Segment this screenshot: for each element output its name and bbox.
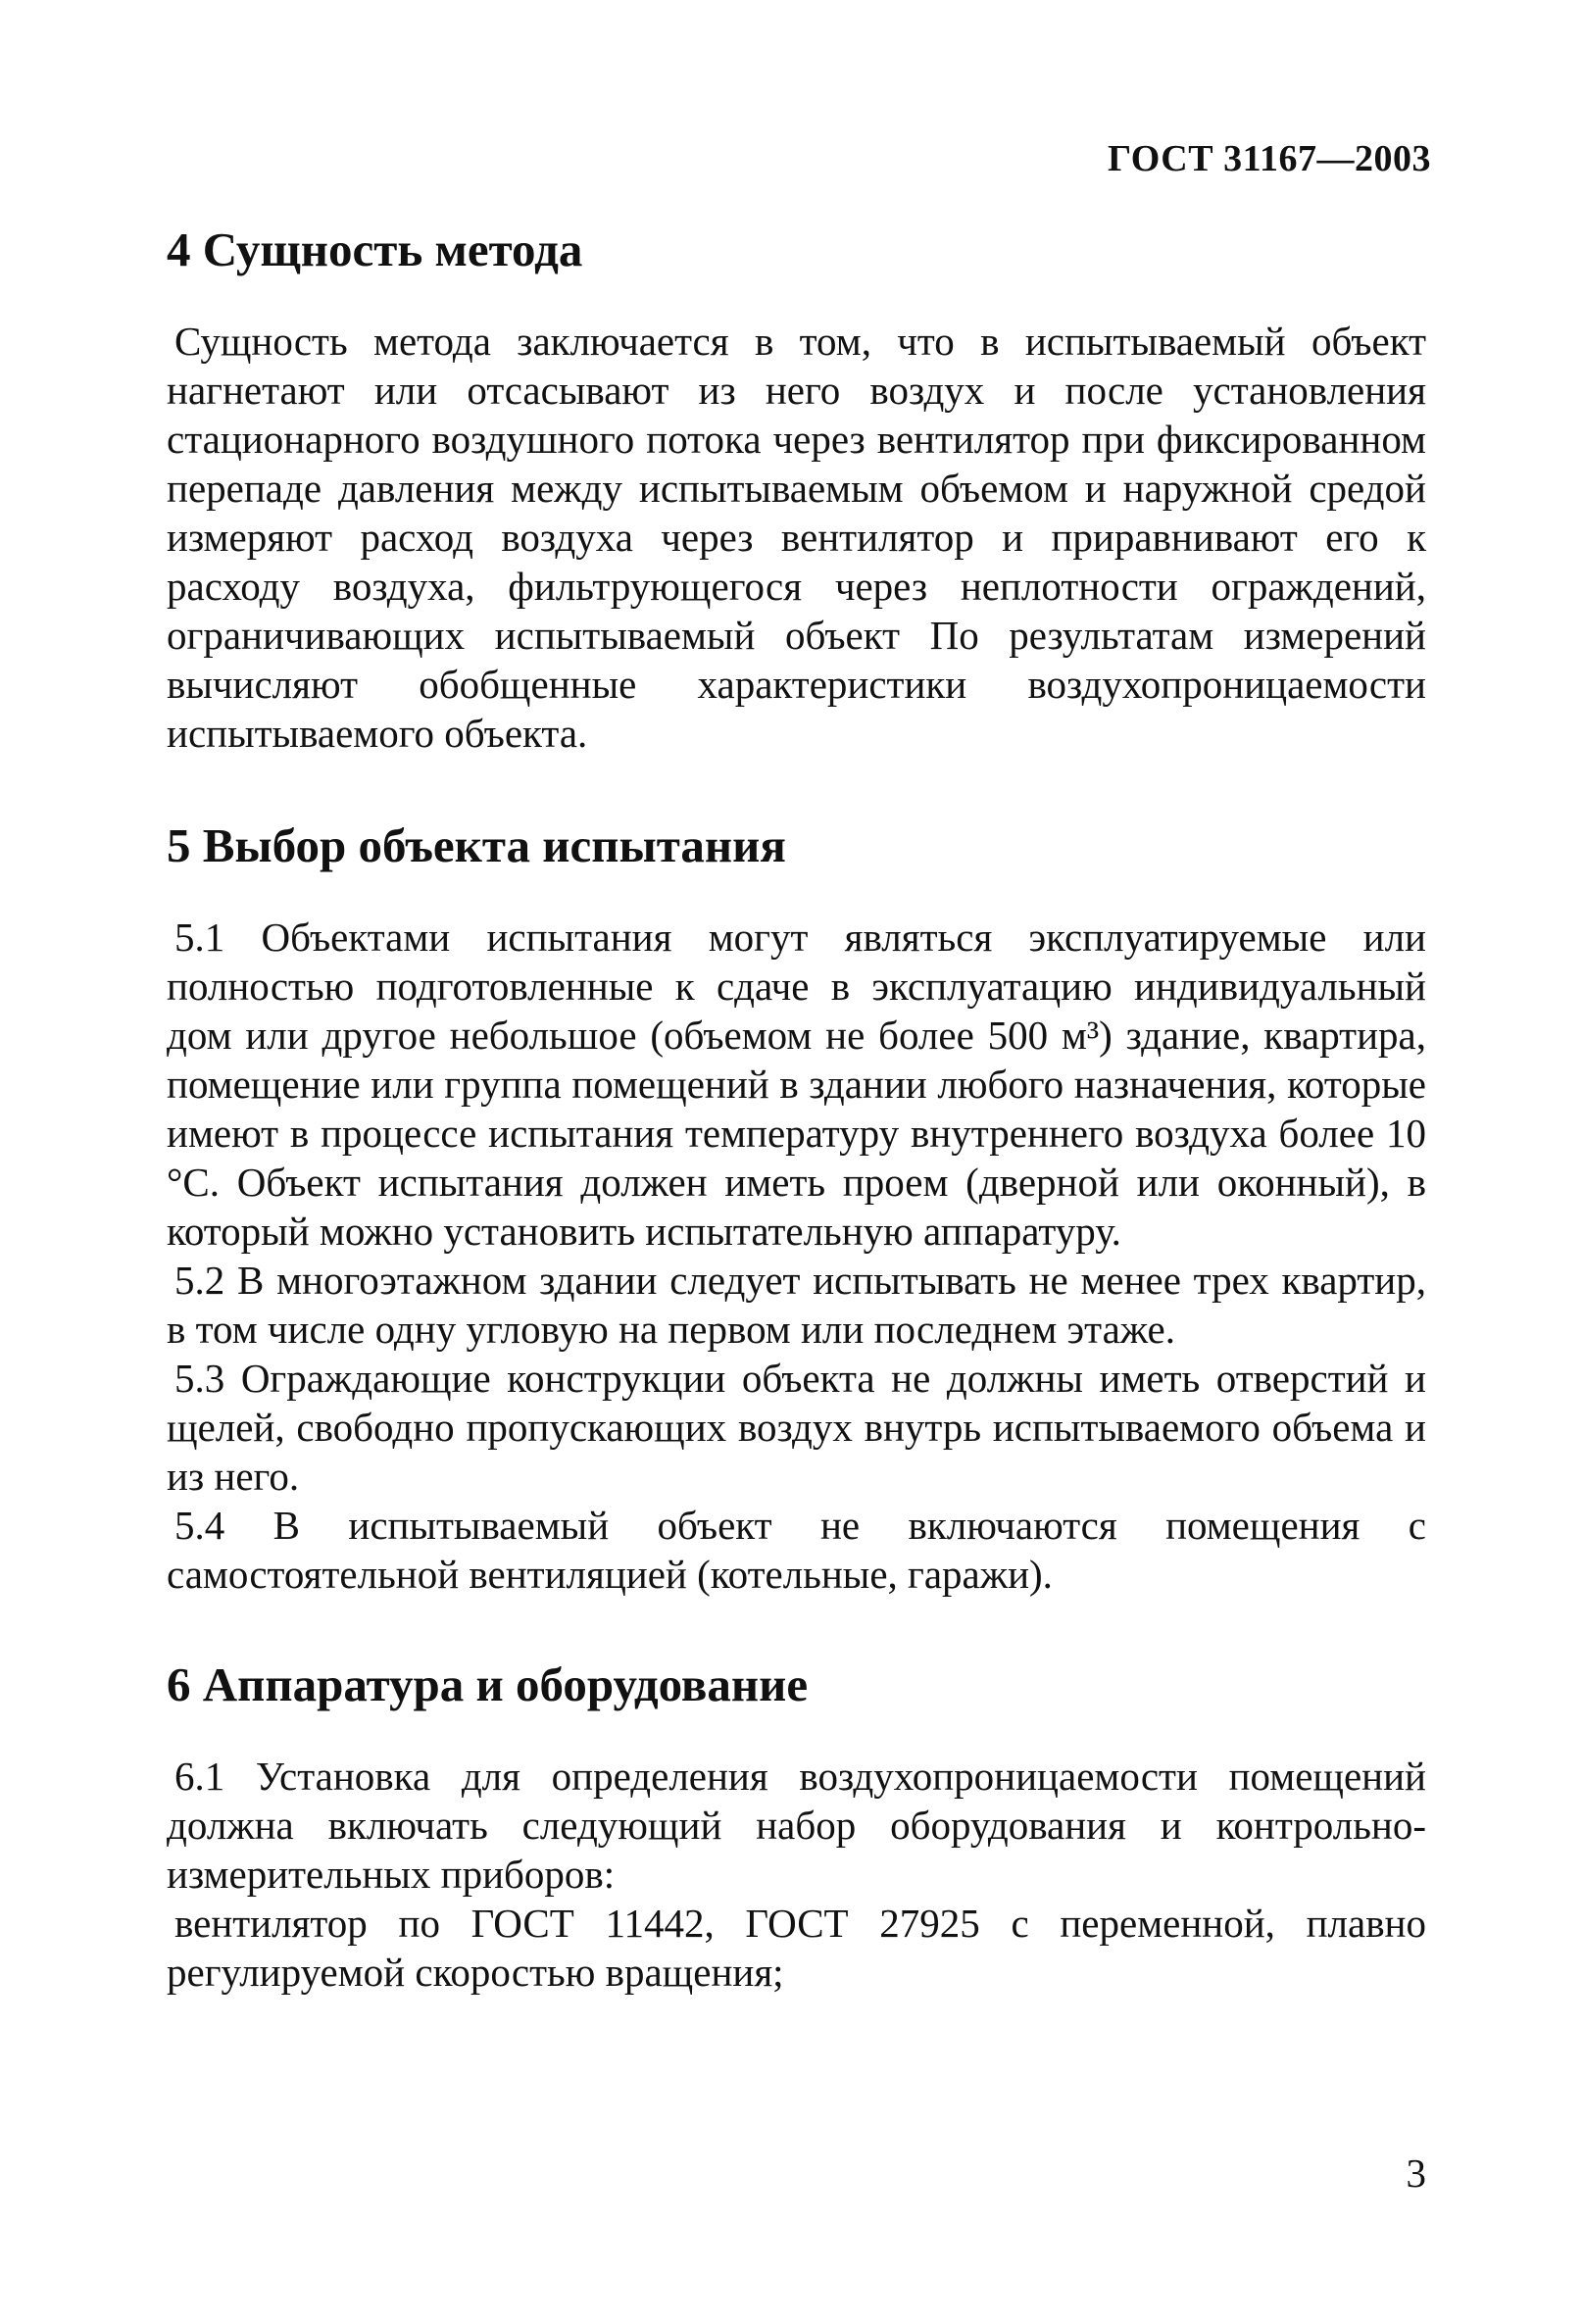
section-6-paragraph-fan: вентилятор по ГОСТ 11442, ГОСТ 27925 с переменной, плавно регулируемой скоростью вращения; bbox=[167, 1901, 1426, 1995]
document-code: ГОСТ 31167—2003 bbox=[1108, 138, 1431, 179]
section-title-5: 5 Выбор объекта испытания bbox=[167, 818, 786, 872]
document-body bbox=[167, 221, 1426, 1997]
section-4-paragraph: Сущность метода заключается в том, что в испытываемый объект нагнетают или отсасывают из него воздух и после установления стационарного воздушного потока через вентилятор при фиксированном перепаде давления между испытываемым объемом и наружной средой измеряют расход воздуха через вентилятор и приравнивают его к расходу воздуха, фильтрующегося через неплотности ограждений, ограничивающих испытываемый объект По результатам измерений вычисляют обобщенные характеристики воздухопроницаемости испытываемого объекта. bbox=[167, 319, 1426, 756]
section-6-paragraph-6-1: 6.1 Установка для определения воздухопроницаемости помещений должна включать следующий набор оборудования и контрольно-измерительных приборов: bbox=[167, 1754, 1426, 1897]
section-5-paragraph-5-4: 5.4 В испытываемый объект не включаются помещения с самостоятельной вентиляцией (котельные, гаражи). bbox=[167, 1503, 1426, 1597]
section-5-paragraph-5-1: 5.1 Объектами испытания могут являться эксплуатируемые или полностью подготовленные к сдаче в эксплуатацию индивидуальный дом или другое небольшое (объемом не более 500 м³) здание, квартира, помещение или группа помещений в здании любого назначения, которые имеют в процессе испытания температуру внутреннего воздуха более 10 °С. Объект испытания должен иметь проем (дверной или оконный), в который можно установить испытательную аппаратуру. bbox=[167, 915, 1426, 1254]
section-title-4: 4 Сущность метода bbox=[167, 223, 583, 276]
section-5-paragraph-5-2: 5.2 В многоэтажном здании следует испытывать не менее трех квартир, в том числе одну угловую на первом или последнем этаже. bbox=[167, 1258, 1426, 1352]
page-number: 3 bbox=[1406, 2151, 1426, 2196]
section-title-6: 6 Аппаратура и оборудование bbox=[167, 1657, 809, 1711]
section-5-paragraph-5-3: 5.3 Ограждающие конструкции объекта не должны иметь отверстий и щелей, свободно пропускающих воздух внутрь испытываемого объема и из него. bbox=[167, 1356, 1426, 1499]
